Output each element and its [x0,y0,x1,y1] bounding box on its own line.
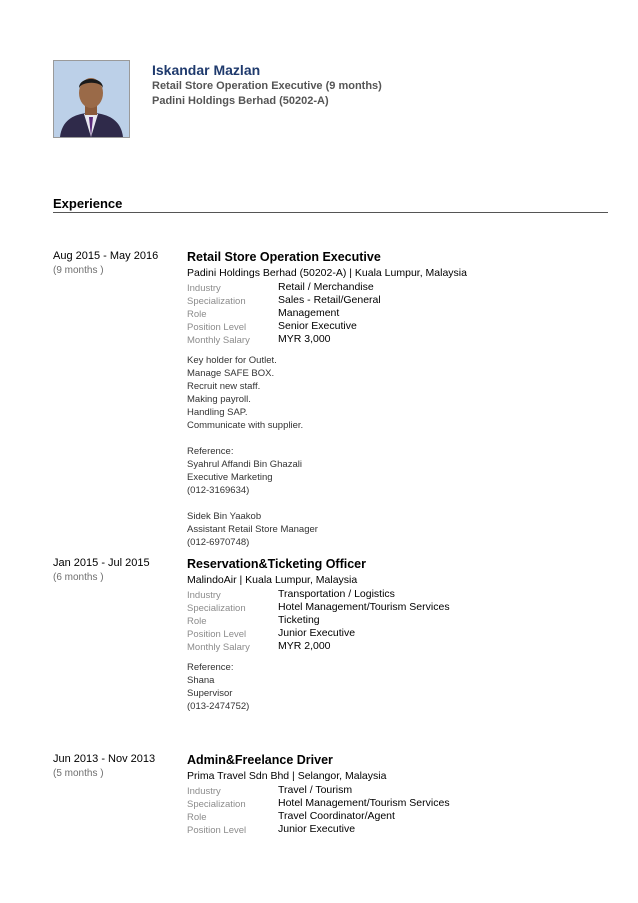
candidate-name: Iskandar Mazlan [152,62,261,78]
info-label: Position Level [187,629,247,640]
description-line: (013-2474752) [187,701,250,712]
info-label: Specialization [187,296,246,307]
job-details [187,557,612,713]
info-row [187,320,612,333]
info-label: Position Level [187,825,247,836]
candidate-headline: Retail Store Operation Executive (9 months) [152,80,382,92]
job-dates: Jan 2015 - Jul 2015 [53,557,150,569]
info-label: Monthly Salary [187,642,250,653]
description-line: Recruit new staff. [187,381,261,392]
info-value: MYR 3,000 [278,333,331,345]
info-label: Specialization [187,799,246,810]
info-label: Specialization [187,603,246,614]
description-line: (012-6970748) [187,537,250,548]
job-title: Admin&Freelance Driver [187,753,333,767]
info-value: Transportation / Logistics [278,588,395,600]
info-value: Travel Coordinator/Agent [278,810,395,822]
description-line: Supervisor [187,688,233,699]
info-label: Role [187,616,207,627]
description-line: Reference: [187,662,234,673]
info-row [187,588,612,601]
info-row [187,627,612,640]
info-row [187,333,612,346]
description-line: Assistant Retail Store Manager [187,524,318,535]
info-row [187,601,612,614]
info-row [187,784,612,797]
job-description [187,354,612,549]
description-line: Reference: [187,446,234,457]
info-label: Role [187,812,207,823]
info-row [187,823,612,836]
description-line: Handling SAP. [187,407,248,418]
description-line: Making payroll. [187,394,251,405]
job-company: Prima Travel Sdn Bhd | Selangor, Malaysia [187,770,387,782]
job-duration: (5 months ) [53,768,104,779]
candidate-company: Padini Holdings Berhad (50202-A) [152,95,329,107]
description-line: Key holder for Outlet. [187,355,277,366]
job-duration: (6 months ) [53,572,104,583]
profile-photo [53,60,130,138]
job-info [187,588,612,653]
job-title: Reservation&Ticketing Officer [187,557,366,571]
job-dates: Jun 2013 - Nov 2013 [53,753,156,765]
description-line: Sidek Bin Yaakob [187,511,262,522]
description-line: Executive Marketing [187,472,273,483]
info-value: Junior Executive [278,627,356,639]
description-line: Communicate with supplier. [187,420,304,431]
info-row [187,294,612,307]
job-title: Retail Store Operation Executive [187,250,381,264]
job-details [187,753,612,836]
info-value: Travel / Tourism [278,784,353,796]
info-value: Sales - Retail/General [278,294,381,306]
description-spacer [187,432,612,445]
info-row [187,281,612,294]
description-line: Manage SAFE BOX. [187,368,275,379]
info-value: Hotel Management/Tourism Services [278,601,450,613]
info-value: Retail / Merchandise [278,281,374,293]
info-label: Industry [187,786,221,797]
info-value: Management [278,307,340,319]
job-company: Padini Holdings Berhad (50202-A) | Kuala Lumpur, Malaysia [187,267,467,279]
job-company: MalindoAir | Kuala Lumpur, Malaysia [187,574,358,586]
description-line: (012-3169634) [187,485,250,496]
info-label: Position Level [187,322,247,333]
info-row [187,614,612,627]
info-value: MYR 2,000 [278,640,331,652]
info-value: Junior Executive [278,823,356,835]
job-dates: Aug 2015 - May 2016 [53,250,159,262]
info-row [187,640,612,653]
job-description [187,661,612,713]
job-details [187,250,612,549]
info-label: Industry [187,590,221,601]
info-label: Industry [187,283,221,294]
info-value: Hotel Management/Tourism Services [278,797,450,809]
info-row [187,810,612,823]
info-value: Senior Executive [278,320,357,332]
info-value: Ticketing [278,614,320,626]
section-divider [53,212,608,213]
job-info [187,281,612,346]
info-label: Role [187,309,207,320]
experience-heading: Experience [53,196,123,211]
info-label: Monthly Salary [187,335,250,346]
job-duration: (9 months ) [53,265,104,276]
description-line: Shana [187,675,215,686]
info-row [187,797,612,810]
description-spacer [187,497,612,510]
job-info [187,784,612,836]
info-row [187,307,612,320]
description-line: Syahrul Affandi Bin Ghazali [187,459,302,470]
